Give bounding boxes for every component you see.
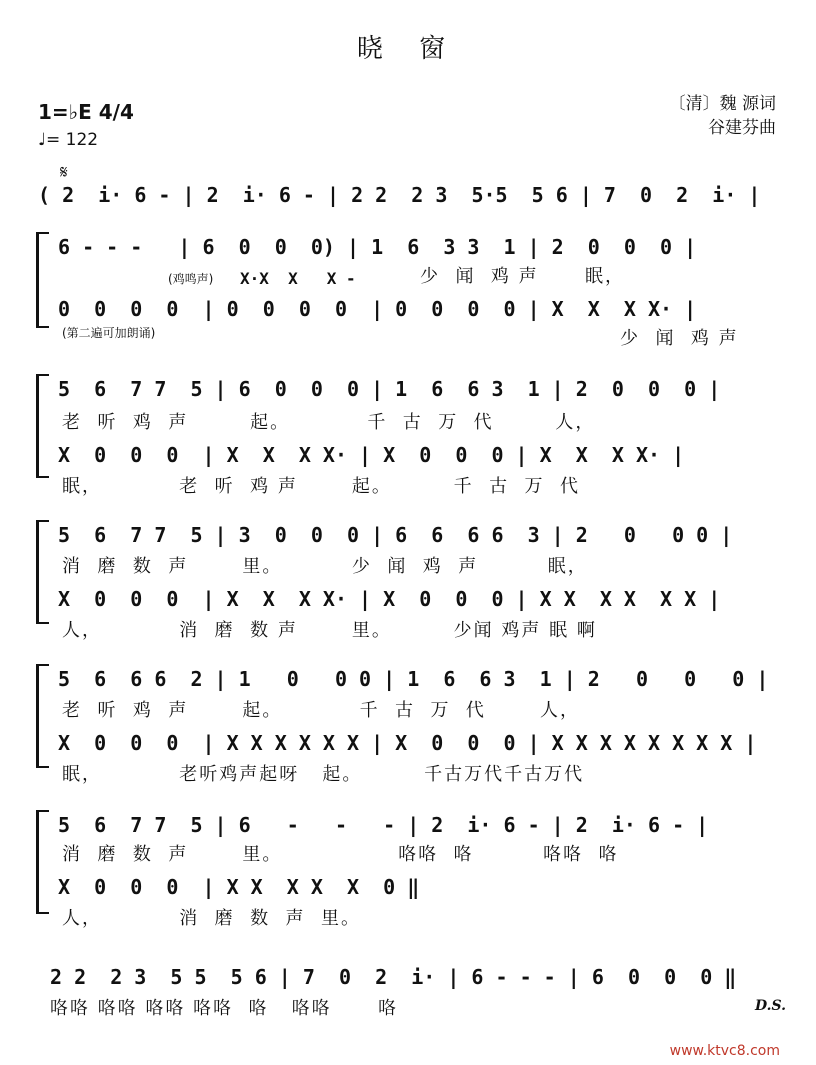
system3-lyrics1: 老 听 鸡 声 起。 千 古 万 代 人，	[62, 412, 596, 433]
system2-brace	[36, 232, 49, 328]
system6-brace	[36, 810, 49, 914]
recitation-note: (第二遍可加朗诵)	[62, 326, 156, 340]
key-signature: 1=♭E 4/4	[38, 100, 134, 124]
system2-rooster-rhythm: X·X X X -	[240, 269, 385, 288]
system3-rhythm: X 0 0 0 | X X X X· | X 0 0 0 | X X X X· |	[58, 443, 685, 467]
credits	[669, 92, 776, 140]
system6-melody: 5 6 7 7 5 | 6 - - - | 2 i· 6 - | 2 i· 6 - |	[58, 813, 709, 837]
system5-brace	[36, 664, 49, 768]
system2-melody: 6 - - - | 6 0 0 0) | 1 6 3 3 1 | 2 0 0 0 |	[58, 235, 697, 259]
system7-melody: 2 2 2 3 5 5 5 6 | 7 0 2 i· | 6 - - - | 6 0 0 0 ‖	[50, 965, 737, 989]
system7-lyrics: 咯咯 咯咯 咯咯 咯咯 咯 咯咯 咯	[50, 998, 399, 1019]
system1-melody: ( 2 i· 6 - | 2 i· 6 - | 2 2 2 3 5·5 5 6 | 7 0 2 i· |	[38, 183, 761, 207]
system6-rhythm: X 0 0 0 | X X X X X 0 ‖	[58, 875, 420, 899]
system5-melody: 5 6 6 6 2 | 1 0 0 0 | 1 6 6 3 1 | 2 0 0 0 |	[58, 667, 769, 691]
lyricist: 〔清〕魏 源词	[668, 94, 776, 114]
system4-lyrics1: 消 磨 数 声 里。 少 闻 鸡 声 眠，	[62, 556, 588, 577]
system3-brace	[36, 374, 49, 478]
system6-lyrics1: 消 磨 数 声 里。 咯咯 咯 咯咯 咯	[62, 844, 619, 865]
system4-rhythm: X 0 0 0 | X X X X· | X 0 0 0 | X X X X X X |	[58, 587, 721, 611]
system4-brace	[36, 520, 49, 624]
system2-rhythm: 0 0 0 0 | 0 0 0 0 | 0 0 0 0 | X X X X· |	[58, 297, 697, 321]
tempo-marking: ♩= 122	[38, 130, 99, 150]
system5-rhythm: X 0 0 0 | X X X X X X | X 0 0 0 | X X X X X X X X |	[58, 731, 757, 755]
segno-sign: 𝄋	[60, 162, 68, 183]
system5-lyrics2: 眠， 老听鸡声起呀 起。 千古万代千古万代	[62, 764, 585, 785]
system4-melody: 5 6 7 7 5 | 3 0 0 0 | 6 6 6 6 3 | 2 0 0 0 |	[58, 523, 733, 547]
watermark-url: www.ktvc8.com	[669, 1043, 780, 1059]
system5-lyrics1: 老 听 鸡 声 起。 千 古 万 代 人，	[62, 700, 580, 721]
composer: 谷建芬曲	[708, 118, 776, 138]
system2-lyrics2: 少 闻 鸡 声	[620, 328, 739, 349]
system4-lyrics2: 人， 消 磨 数 声 里。 少闻 鸡声 眠 啊	[62, 620, 597, 641]
rooster-note: (鸡鸣声)	[168, 272, 214, 286]
system3-lyrics2: 眠， 老 听 鸡 声 起。 千 古 万 代	[62, 476, 580, 497]
system3-melody: 5 6 7 7 5 | 6 0 0 0 | 1 6 6 3 1 | 2 0 0 0 |	[58, 377, 721, 401]
system2-lyrics1: 少 闻 鸡 声 眠，	[420, 266, 625, 287]
ds-marking: D.S.	[754, 998, 786, 1014]
song-title: 晓 窗	[356, 34, 460, 64]
system6-lyrics2: 人， 消 磨 数 声 里。	[62, 908, 361, 929]
